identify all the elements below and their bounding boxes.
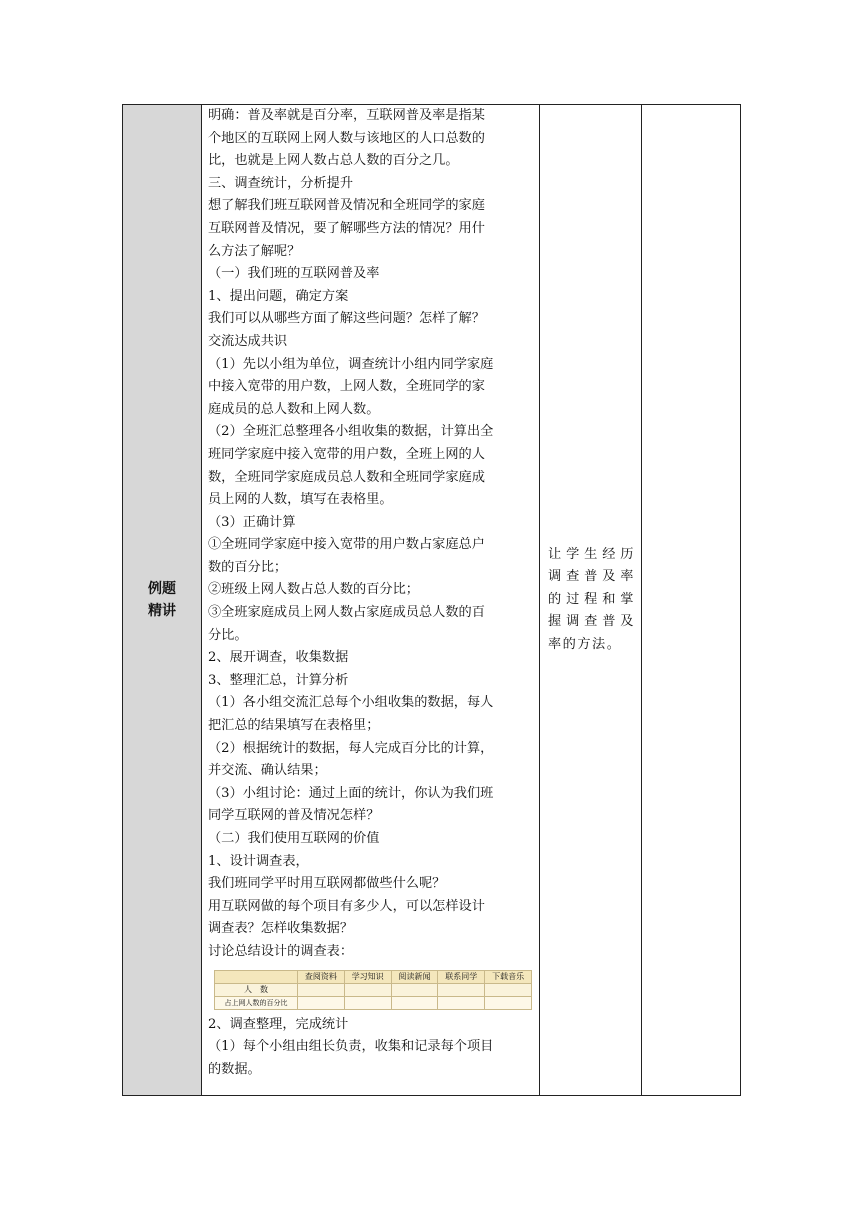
content-line: （3）小组讨论：通过上面的统计，你认为我们班: [208, 785, 494, 801]
content-line: 数，全班同学家庭成员总人数和全班同学家庭成: [208, 469, 485, 485]
content-line: （2）全班汇总整理各小组收集的数据，计算出全: [208, 424, 494, 440]
survey-cell: [485, 996, 532, 1009]
content-line: 么方法了解呢？: [208, 243, 301, 259]
content-line: （1）每个小组由组长负责，收集和记录每个项目: [208, 1039, 494, 1055]
content-line: 3、整理汇总，计算分析: [208, 672, 349, 688]
content-line: 同学互联网的普及情况怎样？: [208, 808, 380, 824]
teaching-content-cell: [202, 105, 540, 1096]
notes-cell: [642, 105, 741, 1096]
survey-cell: [438, 983, 485, 996]
survey-table: [214, 970, 532, 1010]
content-line: ③全班家庭成员上网人数占家庭成员总人数的百: [208, 605, 485, 621]
design-intent-text: 让学生经历调查普及率的过程和掌握调查普及率的方法。: [548, 546, 635, 652]
survey-row-label: 占上网人数的百分比: [215, 996, 298, 1009]
survey-cell: [344, 983, 391, 996]
survey-cell: [298, 996, 345, 1009]
survey-row: [215, 983, 532, 996]
content-line: 互联网普及情况，要了解哪些方法的情况？用什: [208, 220, 485, 236]
survey-row-label: 人 数: [215, 983, 298, 996]
content-line: （一）我们班的互联网普及率: [208, 266, 380, 282]
survey-cell: [485, 983, 532, 996]
content-line: 调查表？怎样收集数据？: [208, 921, 354, 937]
survey-corner-cell: [215, 970, 298, 983]
content-line: 用互联网做的每个项目有多少人，可以怎样设计: [208, 898, 485, 914]
teaching-content: [202, 105, 539, 1081]
content-line: 员上网的人数，填写在表格里。: [208, 492, 393, 508]
survey-cell: [391, 996, 438, 1009]
content-line: 的数据。: [208, 1061, 261, 1077]
content-line: 把汇总的结果填写在表格里；: [208, 718, 380, 734]
content-line: 交流达成共识: [208, 333, 288, 349]
survey-cell: [298, 983, 345, 996]
content-line: 数的百分比；: [208, 559, 288, 575]
survey-header-cell: 查阅资料: [298, 970, 345, 983]
content-line: 我们班同学平时用互联网都做些什么呢？: [208, 876, 446, 892]
section-label-line-2: 精讲: [148, 603, 176, 619]
content-line: 并交流、确认结果；: [208, 763, 327, 779]
survey-row: [215, 996, 532, 1009]
content-line: （3）正确计算: [208, 514, 296, 530]
content-line: 比，也就是上网人数占总人数的百分之几。: [208, 153, 459, 169]
content-line: 讨论总结设计的调查表：: [208, 943, 354, 959]
survey-header-cell: 阅读新闻: [391, 970, 438, 983]
survey-header-row: [215, 970, 532, 983]
content-line: （2）根据统计的数据，每人完成百分比的计算，: [208, 740, 494, 756]
design-intent-cell: [540, 105, 642, 1096]
content-line: 三、调查统计，分析提升: [208, 175, 354, 191]
survey-cell: [391, 983, 438, 996]
survey-cell: [438, 996, 485, 1009]
table-row: [123, 105, 741, 1096]
content-line: 1、设计调查表，: [208, 853, 309, 869]
survey-cell: [344, 996, 391, 1009]
content-line: ①全班同学家庭中接入宽带的用户数占家庭总户: [208, 537, 485, 553]
content-line: 个地区的互联网上网人数与该地区的人口总数的: [208, 130, 485, 146]
content-line: 我们可以从哪些方面了解这些问题？怎样了解？: [208, 311, 485, 327]
content-line: 2、展开调查，收集数据: [208, 650, 349, 666]
content-line: （1）各小组交流汇总每个小组收集的数据，每人: [208, 695, 494, 711]
content-line: 想了解我们班互联网普及情况和全班同学的家庭: [208, 198, 485, 214]
content-line: 1、提出问题，确定方案: [208, 288, 349, 304]
content-line: 中接入宽带的用户数，上网人数，全班同学的家: [208, 379, 485, 395]
content-line: ②班级上网人数占总人数的百分比；: [208, 582, 419, 598]
content-line: 班同学家庭中接入宽带的用户数，全班上网的人: [208, 446, 485, 462]
content-line: （二）我们使用互联网的价值: [208, 831, 380, 846]
section-label-cell: [123, 105, 202, 1096]
content-line: 明确：普及率就是百分率，互联网普及率是指某: [208, 108, 485, 123]
content-line: 2、调查整理，完成统计: [208, 1016, 349, 1032]
content-line: （1）先以小组为单位，调查统计小组内同学家庭: [208, 356, 494, 372]
survey-header-cell: 学习知识: [344, 970, 391, 983]
survey-header-cell: 下载音乐: [485, 970, 532, 983]
lesson-plan-table: [122, 104, 741, 1096]
content-line: 庭成员的总人数和上网人数。: [208, 401, 380, 417]
content-line: 分比。: [208, 627, 248, 643]
section-label-line-1: 例题: [148, 581, 176, 597]
survey-header-cell: 联系同学: [438, 970, 485, 983]
